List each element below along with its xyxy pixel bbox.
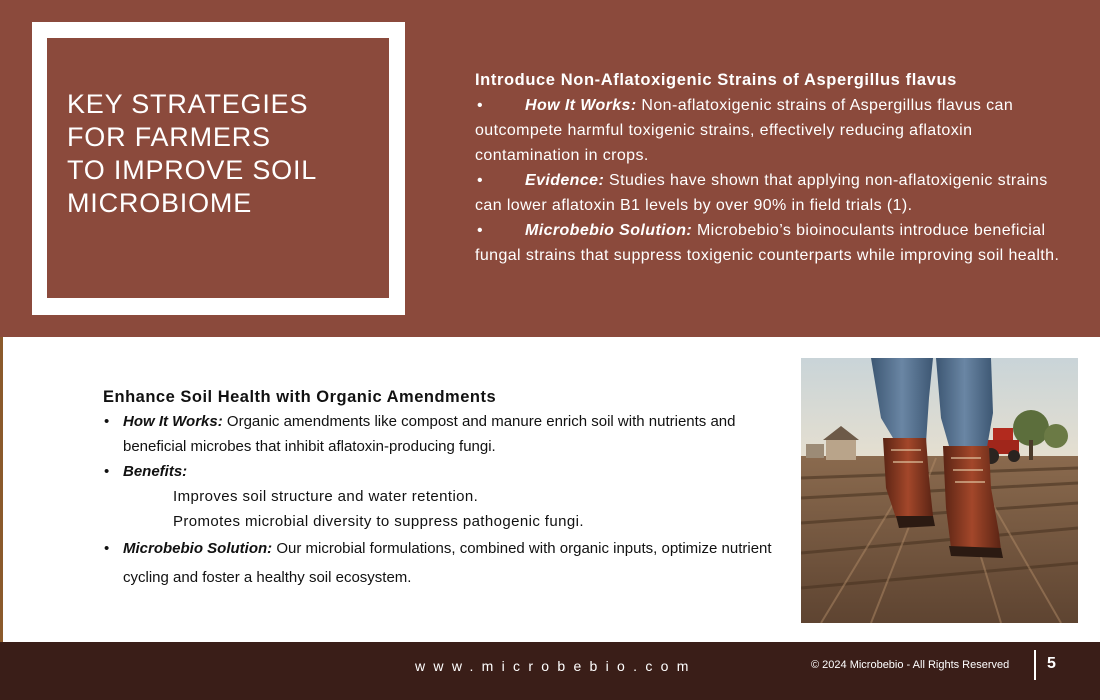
footer-divider	[1034, 650, 1036, 680]
intro-item-text: Non-aflatoxigenic strains of Aspergillus flavus can outcompete harmful toxigenic strains, effectively reducing aflatoxin contamination in crops.	[475, 97, 1014, 164]
intro-item-text: Studies have shown that applying non-aflatoxigenic strains can lower aflatoxin B1 levels by over 90% in field trials (1).	[475, 172, 1048, 214]
title-line: FOR FARMERS	[67, 122, 271, 152]
intro-item-label: Evidence:	[525, 172, 605, 189]
bullet-icon: •	[104, 540, 110, 557]
left-edge-strip	[0, 337, 3, 642]
list-item	[103, 534, 783, 592]
page-number: 5	[1047, 655, 1056, 672]
intro-item-text: Microbebio’s bioinoculants introduce beneficial fungal strains that suppress toxigenic counterparts while improving soil health.	[475, 222, 1060, 264]
enhance-list	[103, 409, 783, 592]
list-item-text: Organic amendments like compost and manure enrich soil with nutrients and beneficial microbes that inhibit aflatoxin-producing fungi.	[123, 413, 736, 455]
sub-item: Promotes microbial diversity to suppress pathogenic fungi.	[173, 513, 584, 530]
bullet-icon: •	[477, 222, 484, 239]
bullet-icon: •	[477, 97, 484, 114]
list-item-label: Benefits:	[123, 463, 188, 480]
website-url[interactable]: www.microbebio.com	[415, 658, 697, 674]
copyright-text: © 2024 Microbebio - All Rights Reserved	[811, 659, 1010, 671]
list-item	[103, 459, 783, 534]
intro-item	[475, 168, 1075, 218]
list-item-label: Microbebio Solution:	[123, 540, 273, 557]
intro-item-label: How It Works:	[525, 97, 637, 114]
enhance-section	[103, 385, 783, 592]
intro-section	[475, 68, 1075, 268]
list-item-text: Our microbial formulations, combined with organic inputs, optimize nutrient cycling and foster a healthy soil ecosystem.	[123, 540, 772, 586]
intro-item-label: Microbebio Solution:	[525, 222, 693, 239]
bullet-icon: •	[104, 413, 110, 430]
farmer-boots-photo	[801, 358, 1078, 623]
title-line: TO IMPROVE SOIL	[67, 155, 318, 185]
intro-heading: Introduce Non-Aflatoxigenic Strains of Aspergillus flavus	[475, 71, 957, 89]
title-line: MICROBIOME	[67, 188, 253, 218]
title-line: KEY STRATEGIES	[67, 89, 309, 119]
page-title	[67, 88, 387, 220]
bullet-icon: •	[477, 172, 484, 189]
intro-item	[475, 93, 1075, 168]
list-item	[103, 409, 783, 459]
list-item-label: How It Works:	[123, 413, 223, 430]
enhance-heading: Enhance Soil Health with Organic Amendments	[103, 388, 497, 406]
bullet-icon: •	[104, 463, 110, 480]
sub-item: Improves soil structure and water retention.	[173, 488, 479, 505]
intro-item	[475, 218, 1075, 268]
